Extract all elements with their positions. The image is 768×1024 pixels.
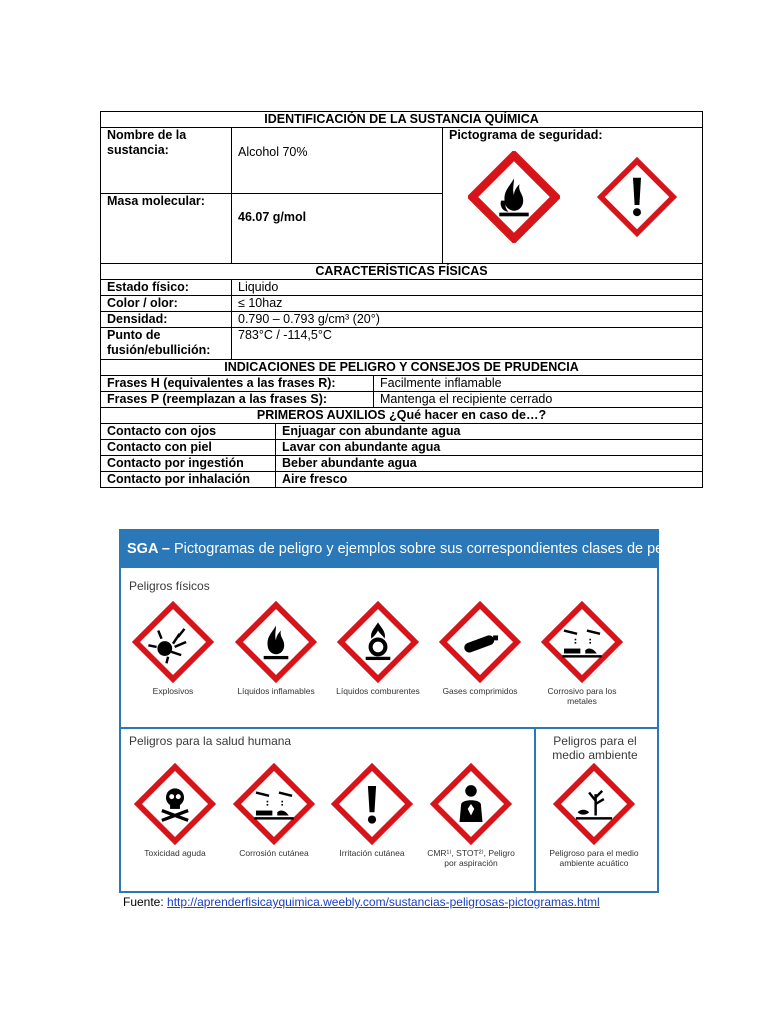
section-physical-title: CARACTERÍSTICAS FÍSICAS	[101, 264, 703, 280]
physical-value: 0.790 – 0.793 g/cm³ (20°)	[232, 312, 703, 328]
health-hazard-icon	[430, 763, 512, 845]
explosion-icon	[132, 601, 214, 683]
exclamation-icon	[597, 157, 677, 237]
physical-value: ≤ 10haz	[232, 296, 703, 312]
sga-frame	[119, 529, 691, 893]
section-identification-title: IDENTIFICACIÓN DE LA SUSTANCIA QUÍMICA	[101, 112, 703, 128]
hazard-caption: Corrosivo para los metales	[547, 686, 617, 706]
first-aid-value: Beber abundante agua	[276, 456, 703, 472]
hazard-corrosive-metals	[537, 601, 627, 706]
phrase-label: Frases H (equivalentes a las frases R):	[101, 376, 374, 392]
hazard-caption: Peligroso para el medio ambiente acuático	[549, 848, 639, 868]
first-aid-label: Contacto por inhalación	[101, 472, 276, 488]
source-label: Fuente:	[123, 895, 164, 909]
hazard-health	[426, 763, 516, 868]
flame-over-circle-icon	[337, 601, 419, 683]
first-aid-label: Contacto por ingestión	[101, 456, 276, 472]
hazard-caption: Líquidos inflamables	[237, 686, 315, 696]
hazard-caption: Corrosión cutánea	[239, 848, 309, 858]
section-hazard-title: INDICACIONES DE PELIGRO Y CONSEJOS DE PRUDENCIA	[101, 360, 703, 376]
phrase-label: Frases P (reemplazan a las frases S):	[101, 392, 374, 408]
environment-icon	[553, 763, 635, 845]
corrosion-icon	[233, 763, 315, 845]
hazard-acute-toxicity	[130, 763, 220, 858]
environment-hazards-label: Peligros para el medio ambiente	[552, 734, 638, 762]
phrase-value: Mantenga el recipiente cerrado	[374, 392, 703, 408]
hazard-explosive	[128, 601, 218, 696]
hazard-caption: Toxicidad aguda	[144, 848, 206, 858]
physical-label: Color / olor:	[101, 296, 232, 312]
first-aid-label: Contacto con ojos	[101, 424, 276, 440]
pictogram-cell	[443, 128, 703, 264]
exclamation-icon	[331, 763, 413, 845]
gas-cylinder-icon	[439, 601, 521, 683]
source-link[interactable]: http://aprenderfisicayquimica.weebly.com/sustancias-peligrosas-pictogramas.html	[167, 895, 600, 909]
sga-title	[121, 531, 691, 568]
sga-pictogram-chart	[115, 525, 691, 918]
pictogram-label: Pictograma de seguridad:	[449, 128, 603, 142]
hazard-compressed-gas	[435, 601, 525, 696]
hazard-environment	[549, 763, 639, 868]
health-hazards-label: Peligros para la salud humana	[129, 734, 292, 748]
flame-icon	[235, 601, 317, 683]
physical-value: Liquido	[232, 280, 703, 296]
safety-data-table	[100, 111, 703, 488]
phrase-value: Facilmente inflamable	[374, 376, 703, 392]
name-label: Nombre de la sustancia:	[101, 128, 232, 194]
name-value: Alcohol 70%	[232, 128, 443, 194]
hazard-caption: Irritación cutánea	[339, 848, 405, 858]
sga-title-text: Pictogramas de peligro y ejemplos sobre sus correspondientes clases de peligro	[174, 541, 691, 557]
hazard-skin-corrosion	[229, 763, 319, 858]
section-first-aid-title: PRIMEROS AUXILIOS ¿Qué hacer en caso de…?	[101, 408, 703, 424]
first-aid-value: Lavar con abundante agua	[276, 440, 703, 456]
mass-value: 46.07 g/mol	[232, 194, 443, 264]
physical-label: Estado físico:	[101, 280, 232, 296]
hazard-caption: CMR¹⁾, STOT²⁾, Peligro por aspiración	[427, 848, 515, 868]
sga-divider	[121, 727, 657, 729]
physical-value: 783°C / -114,5°C	[232, 328, 703, 360]
first-aid-value: Aire fresco	[276, 472, 703, 488]
source-line	[123, 895, 600, 909]
hazard-flammable	[231, 601, 321, 696]
first-aid-label: Contacto con piel	[101, 440, 276, 456]
physical-hazards-label: Peligros físicos	[129, 579, 210, 593]
hazard-caption: Explosivos	[152, 686, 194, 696]
hazard-caption: Gases comprimidos	[442, 686, 518, 696]
corrosion-icon	[541, 601, 623, 683]
mass-label: Masa molecular:	[101, 194, 232, 264]
sga-title-prefix: SGA –	[127, 541, 170, 557]
first-aid-value: Enjuagar con abundante agua	[276, 424, 703, 440]
flame-icon	[468, 151, 560, 243]
physical-label: Punto de fusión/ebullición:	[101, 328, 232, 360]
hazard-skin-irritation	[327, 763, 417, 858]
physical-label: Densidad:	[101, 312, 232, 328]
hazard-oxidizing	[333, 601, 423, 696]
sga-divider	[534, 727, 536, 891]
skull-icon	[134, 763, 216, 845]
hazard-caption: Líquidos comburentes	[336, 686, 420, 696]
